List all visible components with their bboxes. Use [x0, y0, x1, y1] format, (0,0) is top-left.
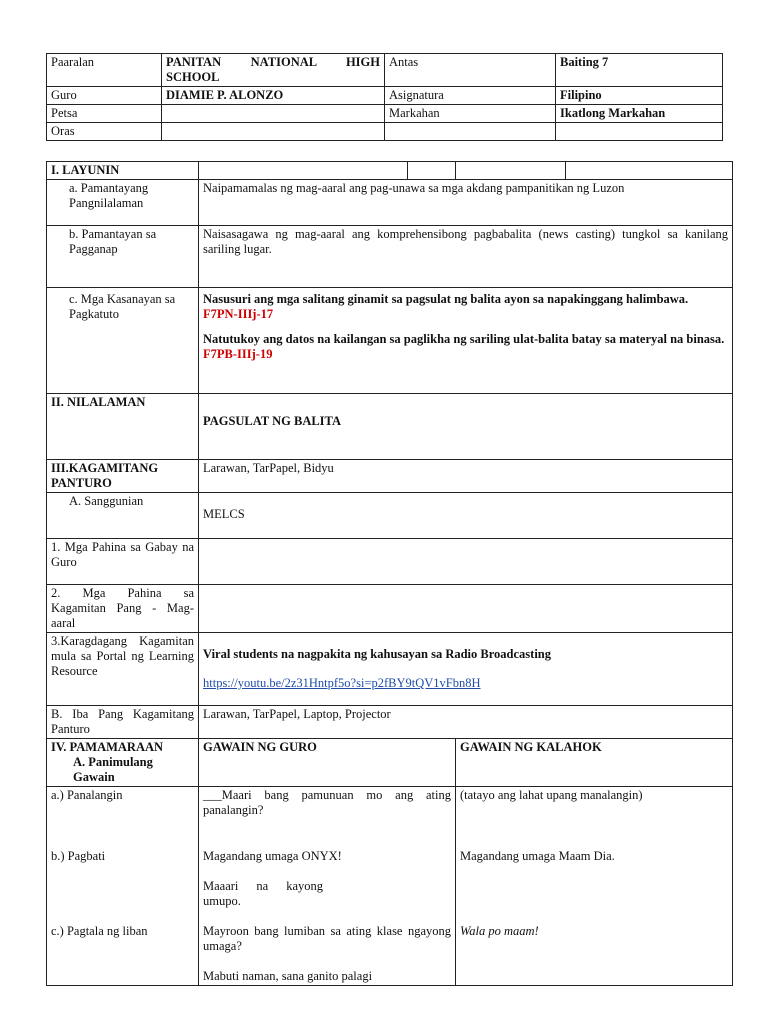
section-kagamitan: III.KAGAMITANG PANTURO — [47, 460, 199, 493]
guro-pagtala-2: Mabuti naman, sana ganito palagi — [203, 969, 373, 983]
youtube-link[interactable]: https://youtu.be/2z31Hntpf5o?si=p2fBY9tQV1vFbn8H — [203, 676, 481, 690]
empty-cell — [456, 162, 566, 180]
kalahok-pagtala: Wala po maam! — [460, 924, 539, 938]
step-pagtala: c.) Pagtala ng liban — [51, 924, 148, 938]
label-kasanayan: c. Mga Kasanayan sa Pagkatuto — [47, 288, 199, 394]
text-pamantayang-pangnilalaman: Naipamamalas ng mag-aaral ang pag-unawa sa mga akdang pampanitikan ng Luzon — [199, 180, 733, 226]
school-name: PANITAN NATIONAL HIGH SCHOOL — [162, 54, 385, 87]
label-petsa: Petsa — [47, 105, 162, 123]
kagamitan-text: Larawan, TarPapel, Bidyu — [199, 460, 733, 493]
procedure-heading — [47, 739, 199, 787]
kalahok-panalangin: (tatayo ang lahat upang manalangin) — [460, 788, 643, 802]
competency-code-2: F7PB-IIIj-19 — [203, 347, 273, 361]
teacher-name: DIAMIE P. ALONZO — [162, 87, 385, 105]
panimulang-gawain: A. Panimulang Gawain — [73, 755, 153, 784]
col-gawain-kalahok: GAWAIN NG KALAHOK — [456, 739, 733, 787]
kalahok-activities — [456, 787, 733, 986]
value-asignatura: Filipino — [556, 87, 723, 105]
kasanayan-text-2: Natutukoy ang datos na kailangan sa paglikha ng sariling ulat-balita batay sa materyal na binasa. — [203, 332, 725, 346]
empty-cell — [199, 585, 733, 633]
empty-cell — [566, 162, 733, 180]
header-table — [46, 53, 723, 141]
label-gabay-guro: 1. Mga Pahina sa Gabay na Guro — [47, 539, 199, 585]
label-pamantayan-pagganap: b. Pamantayan sa Pagganap — [47, 226, 199, 288]
step-panalangin: a.) Panalangin — [51, 788, 123, 802]
label-guro: Guro — [47, 87, 162, 105]
guro-pagbati-2: Maaari na kayong umupo. — [203, 879, 323, 908]
kalahok-pagbati: Magandang umaga Maam Dia. — [460, 849, 615, 863]
kasanayan-content — [199, 288, 733, 394]
label-karagdagang-kagamitan: 3.Karagdagang Kagamitan mula sa Portal ng Learning Resource — [47, 633, 199, 706]
empty-cell — [556, 123, 723, 141]
label-oras: Oras — [47, 123, 162, 141]
viral-title: Viral students na nagpakita ng kahusayan sa Radio Broadcasting — [203, 647, 552, 661]
procedure-steps — [47, 787, 199, 986]
col-gawain-guro: GAWAIN NG GURO — [199, 739, 456, 787]
empty-cell — [408, 162, 456, 180]
section-layunin: I. LAYUNIN — [47, 162, 199, 180]
kasanayan-text-1: Nasusuri ang mga salitang ginamit sa pagsulat ng balita ayon sa napakinggang halimbawa. — [203, 292, 689, 306]
label-paaralan: Paaralan — [47, 54, 162, 87]
section-nilalaman: II. NILALAMAN — [47, 394, 199, 460]
label-kagamitan-mag-aaral: 2. Mga Pahina sa Kagamitan Pang - Mag-aaral — [47, 585, 199, 633]
iba-text: Larawan, TarPapel, Laptop, Projector — [199, 706, 733, 739]
label-sanggunian: A. Sanggunian — [47, 493, 199, 539]
karagdagang-content — [199, 633, 733, 706]
section-pamamaraan: IV. PAMAMARAAN — [51, 740, 164, 754]
label-iba-pang-kagamitan: B. Iba Pang Kagamitang Panturo — [47, 706, 199, 739]
lesson-plan-table — [46, 161, 733, 986]
guro-activities — [199, 787, 456, 986]
label-antas: Antas — [385, 54, 556, 87]
label-markahan: Markahan — [385, 105, 556, 123]
competency-code-1: F7PN-IIIj-17 — [203, 307, 274, 321]
label-pamantayang-pangnilalaman: a. Pamantayang Pangnilalaman — [47, 180, 199, 226]
nilalaman-text: PAGSULAT NG BALITA — [199, 394, 733, 460]
value-petsa — [162, 105, 385, 123]
step-pagbati: b.) Pagbati — [51, 849, 106, 863]
value-antas: Baiting 7 — [556, 54, 723, 87]
empty-cell — [385, 123, 556, 141]
guro-pagtala-1: Mayroon bang lumiban sa ating klase ngayong umaga? — [203, 924, 451, 953]
label-asignatura: Asignatura — [385, 87, 556, 105]
text-pamantayan-pagganap: Naisasagawa ng mag-aaral ang komprehensibong pagbabalita (news casting) tungkol sa kanilang sariling lugar. — [199, 226, 733, 288]
sanggunian-text: MELCS — [199, 493, 733, 539]
guro-panalangin: ___Maari bang pamunuan mo ang ating panalangin? — [203, 788, 451, 817]
guro-pagbati-1: Magandang umaga ONYX! — [203, 849, 342, 863]
empty-cell — [199, 162, 408, 180]
value-markahan: Ikatlong Markahan — [556, 105, 723, 123]
empty-cell — [199, 539, 733, 585]
value-oras — [162, 123, 385, 141]
